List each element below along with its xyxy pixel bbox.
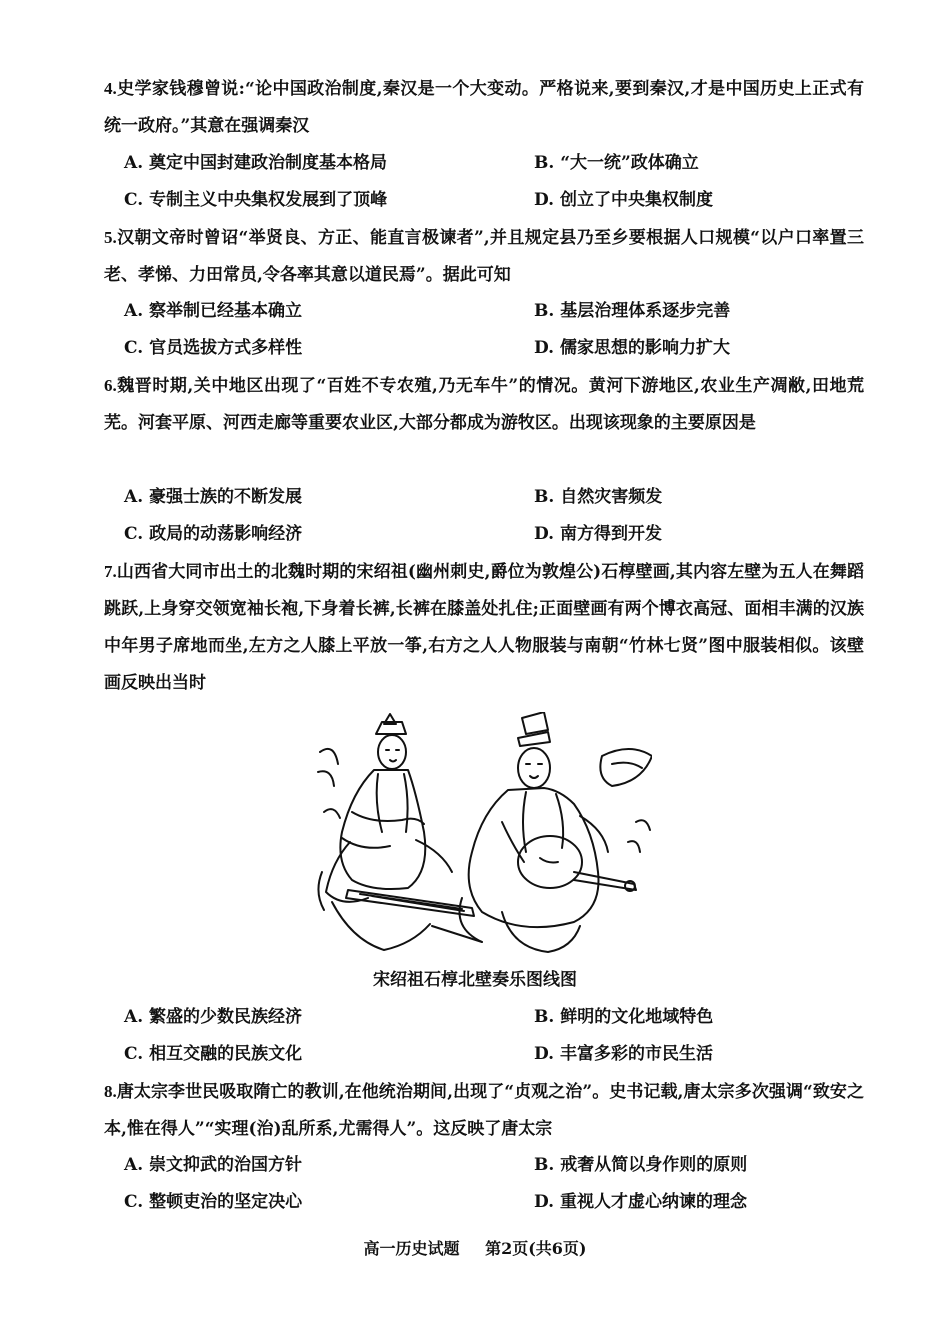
question-5 — [104, 219, 864, 294]
question-stem: 史学家钱穆曾说:“论中国政治制度,秦汉是一个大变动。严格说来,要到秦汉,才是中国历史上正式有统一政府。”其意在强调秦汉 — [104, 79, 864, 136]
option-a: A. 察举制已经基本确立 — [124, 301, 303, 321]
question-number: 6. — [104, 376, 117, 395]
option-c: C. 专制主义中央集权发展到了顶峰 — [124, 190, 388, 210]
option-b: B. “大一统”政体确立 — [534, 153, 699, 173]
option-a: A. 豪强士族的不断发展 — [124, 487, 303, 507]
question-number: 7. — [104, 562, 117, 581]
question-number: 4. — [104, 79, 117, 98]
page-footer — [0, 1234, 950, 1264]
option-a: A. 繁盛的少数民族经济 — [124, 1007, 303, 1027]
footer-page-number: 第2页(共6页) — [485, 1239, 587, 1258]
mural-line-drawing — [312, 712, 652, 960]
question-stem: 魏晋时期,关中地区出现了“百姓不专农殖,乃无车牛”的情况。黄河下游地区,农业生产凋敝,田地荒芜。河套平原、河西走廊等重要农业区,大部分都成为游牧区。出现该现象的主要原因是 — [104, 376, 864, 433]
option-c: C. 政局的动荡影响经济 — [124, 524, 303, 544]
question-6 — [104, 367, 864, 442]
figure-caption: 宋绍祖石椁北壁奏乐图线图 — [373, 970, 577, 990]
question-stem: 山西省大同市出土的北魏时期的宋绍祖(幽州刺史,爵位为敦煌公)石椁壁画,其内容左壁为五人在舞蹈跳跃,上身穿交领宽袖长袍,下身着长裤,长裤在膝盖处扎住;正面壁画有两个博衣高冠、面相丰满的汉族中年男子席地而坐,左方之人膝上平放一筝,右方之人人物服装与南朝“竹林七贤”图中服装相似。该壁画反映出当时 — [104, 562, 864, 693]
option-d: D. 丰富多彩的市民生活 — [534, 1044, 713, 1064]
option-a: A. 崇文抑武的治国方针 — [124, 1155, 303, 1175]
footer-subject: 高一历史试题 — [363, 1239, 460, 1258]
question-8 — [104, 1073, 864, 1148]
option-b: B. 鲜明的文化地域特色 — [534, 1007, 714, 1027]
question-4 — [104, 70, 864, 145]
option-b: B. 自然灾害频发 — [534, 487, 663, 507]
question-number: 5. — [104, 228, 117, 247]
option-d: D. 重视人才虚心纳谏的理念 — [534, 1192, 747, 1212]
option-c: C. 整顿吏治的坚定决心 — [124, 1192, 303, 1212]
option-d: D. 创立了中央集权制度 — [534, 190, 713, 210]
question-7 — [104, 553, 864, 702]
option-c: C. 相互交融的民族文化 — [124, 1044, 303, 1064]
question-stem: 唐太宗李世民吸取隋亡的教训,在他统治期间,出现了“贞观之治”。史书记载,唐太宗多次强调“致安之本,惟在得人”“实理(治)乱所系,尤需得人”。这反映了唐太宗 — [104, 1082, 864, 1139]
option-b: B. 基层治理体系逐步完善 — [534, 301, 731, 321]
option-a: A. 奠定中国封建政治制度基本格局 — [124, 153, 388, 173]
question-number: 8. — [104, 1082, 117, 1101]
question-stem: 汉朝文帝时曾诏“举贤良、方正、能直言极谏者”,并且规定县乃至乡要根据人口规模“以户口率置三老、孝悌、力田常员,令各率其意以道民焉”。据此可知 — [104, 228, 864, 285]
option-c: C. 官员选拔方式多样性 — [124, 338, 303, 358]
option-b: B. 戒奢从简以身作则的原则 — [534, 1155, 748, 1175]
option-d: D. 儒家思想的影响力扩大 — [534, 338, 730, 358]
option-d: D. 南方得到开发 — [534, 524, 662, 544]
